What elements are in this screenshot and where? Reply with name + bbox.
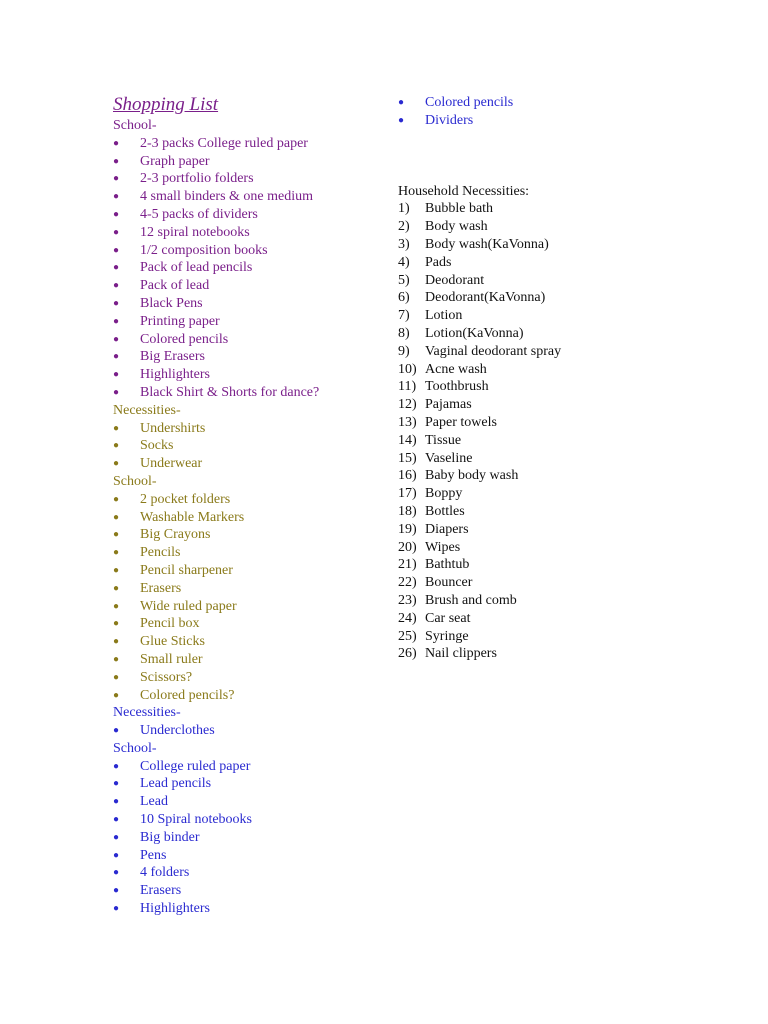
bullet-icon: ●: [113, 814, 120, 826]
bullet-icon: ●: [113, 493, 120, 505]
bullet-icon: ●: [113, 582, 120, 594]
bullet-icon: ●: [113, 333, 120, 345]
list-item-label: Highlighters: [140, 901, 210, 917]
bullet-icon: ●: [113, 547, 120, 559]
list-item-label: 2-3 portfolio folders: [140, 171, 254, 187]
item-number: 17): [398, 486, 417, 502]
list-item-label: Printing paper: [140, 313, 220, 329]
numbered-item-label: Lotion: [425, 308, 463, 324]
numbered-item-label: Syringe: [425, 628, 469, 644]
list-item-label: Pencil box: [140, 616, 200, 632]
numbered-item-label: Body wash: [425, 219, 488, 235]
list-item: [113, 491, 383, 509]
list-item-label: Colored pencils?: [140, 687, 235, 703]
list-item-label: College ruled paper: [140, 758, 251, 774]
list-item-label: Graph paper: [140, 153, 210, 169]
list-item-label: Underclothes: [140, 723, 215, 739]
list-item: [113, 277, 383, 295]
list-item: [113, 170, 383, 188]
list-item-label: Pack of lead: [140, 278, 210, 294]
bullet-icon: ●: [113, 564, 120, 576]
bullet-icon: ●: [113, 369, 120, 381]
bullet-icon: ●: [113, 903, 120, 915]
list-item-label: Small ruler: [140, 651, 203, 667]
list-item: [113, 188, 383, 206]
list-item: [113, 829, 383, 847]
numbered-item-label: Car seat: [425, 610, 471, 626]
item-number: 15): [398, 450, 417, 466]
list-item: [398, 94, 678, 112]
numbered-item-label: Bouncer: [425, 575, 473, 591]
numbered-item: [398, 254, 678, 272]
list-item-label: 4 small binders & one medium: [140, 189, 314, 205]
item-number: 7): [398, 308, 410, 324]
bullet-icon: ●: [113, 280, 120, 292]
item-number: 26): [398, 646, 417, 662]
list-item-label: Black Shirt & Shorts for dance?: [140, 384, 320, 400]
list-item-label: Socks: [140, 438, 174, 454]
list-item: [113, 633, 383, 651]
item-number: 11): [398, 379, 417, 395]
bullet-icon: ●: [398, 97, 405, 108]
item-number: 20): [398, 539, 417, 555]
numbered-item: [398, 610, 678, 628]
bullet-icon: ●: [113, 137, 120, 149]
list-item: [113, 242, 383, 260]
numbered-item-label: Bathtub: [425, 557, 470, 573]
bullet-icon: ●: [113, 618, 120, 630]
left-column: [113, 94, 383, 918]
bullet-icon: ●: [113, 778, 120, 790]
item-number: 10): [398, 361, 417, 377]
bullet-icon: ●: [113, 831, 120, 843]
numbered-item: [398, 236, 678, 254]
bullet-icon: ●: [113, 173, 120, 185]
list-item: [113, 313, 383, 331]
numbered-item-label: Pajamas: [425, 397, 472, 413]
list-item-label: 10 Spiral notebooks: [140, 812, 252, 828]
bullet-list: [113, 491, 383, 705]
numbered-item: [398, 218, 678, 236]
bullet-list: [113, 722, 383, 740]
item-number: 5): [398, 272, 410, 288]
numbered-item-label: Body wash(KaVonna): [425, 236, 549, 252]
section-heading: Necessities-: [113, 705, 181, 721]
list-item-label: Glue Sticks: [140, 634, 205, 650]
numbered-item: [398, 556, 678, 574]
numbered-item: [398, 645, 678, 663]
bullet-icon: ●: [113, 725, 120, 737]
numbered-item-label: Lotion(KaVonna): [425, 325, 524, 341]
numbered-item: [398, 521, 678, 539]
item-number: 22): [398, 575, 417, 591]
item-number: 6): [398, 290, 410, 306]
list-item-label: 1/2 composition books: [140, 242, 268, 258]
list-item: [113, 224, 383, 242]
household-list: [398, 200, 678, 663]
numbered-item: [398, 343, 678, 361]
list-item-label: Erasers: [140, 883, 182, 899]
list-item: [113, 348, 383, 366]
list-item-label: Big binder: [140, 829, 200, 845]
item-number: 14): [398, 432, 417, 448]
list-item-label: Pens: [140, 847, 167, 863]
list-item: [113, 509, 383, 527]
left-sections: [113, 117, 383, 918]
numbered-item: [398, 467, 678, 485]
bullet-list: [113, 758, 383, 918]
item-number: 12): [398, 397, 417, 413]
bullet-icon: ●: [113, 440, 120, 452]
bullet-icon: ●: [113, 351, 120, 363]
list-item: [113, 526, 383, 544]
item-number: 9): [398, 343, 410, 359]
list-item: [113, 544, 383, 562]
section-heading: School-: [113, 473, 157, 489]
item-number: 13): [398, 414, 417, 430]
list-item: [398, 112, 678, 130]
list-item-label: Black Pens: [140, 295, 203, 311]
numbered-item: [398, 307, 678, 325]
bullet-icon: ●: [113, 849, 120, 861]
document-title: Shopping List: [113, 94, 219, 115]
numbered-item-label: Boppy: [425, 486, 463, 502]
list-item: [113, 206, 383, 224]
numbered-item: [398, 200, 678, 218]
list-item: [113, 420, 383, 438]
numbered-item: [398, 378, 678, 396]
list-item-label: Highlighters: [140, 367, 210, 383]
bullet-icon: ●: [113, 653, 120, 665]
section-heading: School-: [113, 118, 157, 133]
list-item: [113, 793, 383, 811]
list-item: [113, 775, 383, 793]
bullet-icon: ●: [113, 191, 120, 203]
household-heading: Household Necessities:: [398, 183, 530, 199]
list-item: [113, 366, 383, 384]
list-item: [113, 811, 383, 829]
list-item-label: Dividers: [425, 112, 474, 128]
numbered-item: [398, 592, 678, 610]
bullet-icon: ●: [113, 636, 120, 648]
numbered-item: [398, 432, 678, 450]
list-item: [113, 651, 383, 669]
list-item: [113, 882, 383, 900]
bullet-icon: ●: [113, 422, 120, 434]
numbered-item: [398, 503, 678, 521]
list-item-label: 2 pocket folders: [140, 491, 231, 507]
list-item-label: Colored pencils: [140, 331, 229, 347]
bullet-icon: ●: [113, 600, 120, 612]
numbered-item: [398, 628, 678, 646]
numbered-item-label: Vaseline: [425, 450, 473, 466]
bullet-icon: ●: [113, 671, 120, 683]
item-number: 21): [398, 557, 417, 573]
numbered-item: [398, 539, 678, 557]
list-item: [113, 758, 383, 776]
numbered-item-label: Vaginal deodorant spray: [425, 343, 562, 359]
bullet-list: [113, 420, 383, 473]
numbered-item-label: Deodorant(KaVonna): [425, 290, 546, 306]
bullet-icon: ●: [113, 155, 120, 167]
list-item-label: 4-5 packs of dividers: [140, 206, 258, 222]
list-item: [113, 153, 383, 171]
bullet-icon: ●: [113, 315, 120, 327]
bullet-icon: ●: [113, 226, 120, 238]
item-number: 24): [398, 610, 417, 626]
list-item-label: Lead pencils: [140, 776, 212, 792]
numbered-item: [398, 325, 678, 343]
list-item: [113, 687, 383, 705]
bullet-list: [113, 135, 383, 402]
list-item-label: 4 folders: [140, 865, 190, 881]
list-item-label: Pencils: [140, 545, 181, 561]
numbered-item-label: Pads: [425, 254, 452, 270]
numbered-item: [398, 361, 678, 379]
bullet-icon: ●: [113, 885, 120, 897]
list-item-label: Big Erasers: [140, 349, 205, 365]
numbered-item-label: Diapers: [425, 521, 469, 537]
numbered-item-label: Bubble bath: [425, 201, 494, 217]
list-item: [113, 900, 383, 918]
list-item: [113, 295, 383, 313]
numbered-item-label: Wipes: [425, 539, 461, 555]
numbered-item-label: Baby body wash: [425, 468, 519, 484]
item-number: 8): [398, 325, 410, 341]
numbered-item: [398, 414, 678, 432]
right-column: [398, 94, 678, 663]
numbered-item: [398, 396, 678, 414]
list-item: [113, 580, 383, 598]
bullet-icon: ●: [113, 458, 120, 470]
item-number: 23): [398, 592, 417, 608]
item-number: 4): [398, 254, 410, 270]
list-item: [113, 669, 383, 687]
list-item: [113, 437, 383, 455]
list-item-label: Washable Markers: [140, 509, 245, 525]
list-item-label: Pack of lead pencils: [140, 260, 253, 276]
item-number: 2): [398, 219, 410, 235]
numbered-item-label: Nail clippers: [425, 646, 497, 662]
bullet-icon: ●: [113, 760, 120, 772]
numbered-item-label: Bottles: [425, 503, 465, 519]
bullet-icon: ●: [113, 796, 120, 808]
list-item-label: Lead: [140, 794, 168, 810]
numbered-item-label: Toothbrush: [425, 379, 489, 395]
numbered-item: [398, 485, 678, 503]
list-item: [113, 331, 383, 349]
list-item: [113, 259, 383, 277]
item-number: 18): [398, 503, 417, 519]
list-item: [113, 135, 383, 153]
list-item-label: Erasers: [140, 580, 182, 596]
list-item-label: 2-3 packs College ruled paper: [140, 135, 308, 151]
list-item: [113, 864, 383, 882]
item-number: 25): [398, 628, 417, 644]
list-item-label: Pencil sharpener: [140, 562, 233, 578]
bullet-icon: ●: [113, 262, 120, 274]
bullet-icon: ●: [113, 529, 120, 541]
list-item: [113, 598, 383, 616]
right-bullet-list: [398, 94, 678, 130]
bullet-icon: ●: [398, 114, 405, 126]
list-item: [113, 384, 383, 402]
bullet-icon: ●: [113, 208, 120, 220]
list-item-label: 12 spiral notebooks: [140, 224, 250, 240]
bullet-icon: ●: [113, 297, 120, 309]
numbered-item-label: Brush and comb: [425, 592, 517, 608]
numbered-item: [398, 289, 678, 307]
numbered-item-label: Tissue: [425, 432, 462, 448]
list-item-label: Undershirts: [140, 420, 206, 436]
list-item-label: Wide ruled paper: [140, 598, 237, 614]
item-number: 1): [398, 201, 410, 217]
list-item: [113, 615, 383, 633]
list-item: [113, 722, 383, 740]
section-heading: Necessities-: [113, 402, 181, 418]
bullet-icon: ●: [113, 867, 120, 879]
list-item: [113, 847, 383, 865]
numbered-item-label: Paper towels: [425, 414, 497, 430]
numbered-item: [398, 574, 678, 592]
section-heading: School-: [113, 740, 157, 756]
item-number: 3): [398, 236, 410, 252]
numbered-item-label: Acne wash: [425, 361, 487, 377]
list-item-label: Underwear: [140, 456, 203, 472]
list-item: [113, 455, 383, 473]
bullet-icon: ●: [113, 511, 120, 523]
bullet-icon: ●: [113, 244, 120, 256]
bullet-icon: ●: [113, 689, 120, 701]
list-item-label: Big Crayons: [140, 527, 211, 543]
list-item: [113, 562, 383, 580]
item-number: 16): [398, 468, 417, 484]
bullet-icon: ●: [113, 386, 120, 398]
list-item-label: Colored pencils: [425, 95, 514, 110]
numbered-item: [398, 450, 678, 468]
list-item-label: Scissors?: [140, 669, 193, 685]
numbered-item: [398, 272, 678, 290]
item-number: 19): [398, 521, 417, 537]
numbered-item-label: Deodorant: [425, 272, 485, 288]
